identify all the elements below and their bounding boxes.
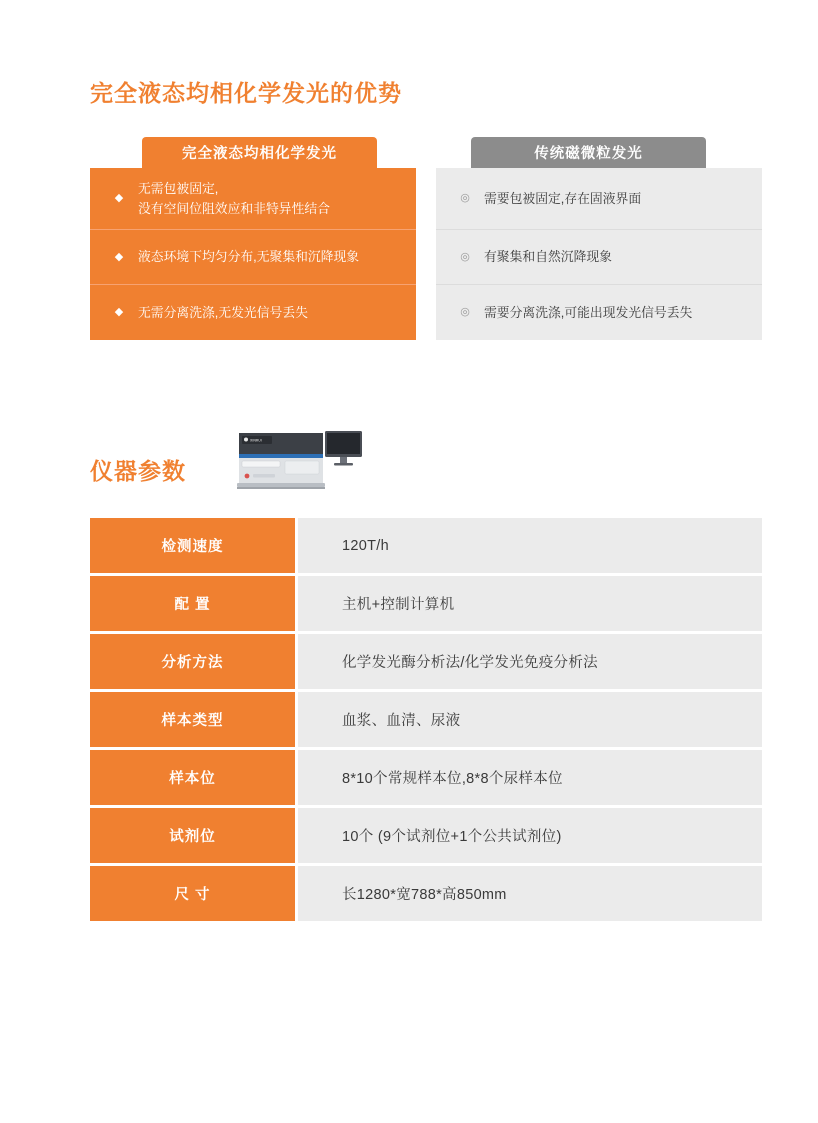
diamond-bullet-icon: ◆ <box>114 306 124 318</box>
cell-line: 有聚集和自然沉降现象 <box>484 249 612 265</box>
circle-bullet-icon: ◎ <box>460 192 470 204</box>
instrument-photo <box>233 427 364 492</box>
spec-key: 样本类型 <box>90 692 295 747</box>
page-title-parameters: 仪器参数 <box>90 458 186 484</box>
spec-key: 样本位 <box>90 750 295 805</box>
cell-line: 无需包被固定, <box>138 180 219 196</box>
specifications-table <box>90 515 762 924</box>
comparison-header-right: 传统磁微粒发光 <box>471 137 706 168</box>
spec-key: 试剂位 <box>90 808 295 863</box>
cell-text <box>138 303 308 323</box>
cell-text <box>138 247 359 267</box>
cell-line: 需要包被固定,存在固液界面 <box>484 190 642 206</box>
comparison-header-left: 完全液态均相化学发光 <box>142 137 377 168</box>
comparison-column-right <box>436 168 762 340</box>
spec-value: 血浆、血清、尿液 <box>298 692 762 747</box>
diamond-bullet-icon: ◆ <box>114 192 124 204</box>
spec-key: 分析方法 <box>90 634 295 689</box>
table-row <box>90 168 416 230</box>
spec-key: 检测速度 <box>90 518 295 573</box>
cell-line: 需要分离洗涤,可能出现发光信号丢失 <box>484 304 693 320</box>
comparison-columns <box>90 168 762 340</box>
circle-bullet-icon: ◎ <box>460 250 470 263</box>
spec-value: 主机+控制计算机 <box>298 576 762 631</box>
spec-value: 120T/h <box>298 518 762 573</box>
spec-key: 尺 寸 <box>90 866 295 921</box>
table-row <box>90 285 416 340</box>
table-row <box>90 634 762 689</box>
table-row <box>90 230 416 285</box>
spec-value: 化学发光酶分析法/化学发光免疫分析法 <box>298 634 762 689</box>
table-row <box>90 866 762 921</box>
spec-value: 长1280*宽788*高850mm <box>298 866 762 921</box>
table-row <box>90 518 762 573</box>
spec-key: 配 置 <box>90 576 295 631</box>
table-row <box>90 750 762 805</box>
table-row <box>90 808 762 863</box>
comparison-table <box>90 137 762 340</box>
table-row <box>436 285 762 340</box>
table-row <box>90 576 762 631</box>
cell-line: 没有空间位阻效应和非特异性结合 <box>138 200 330 216</box>
cell-line: 液态环境下均匀分布,无聚集和沉降现象 <box>138 249 360 265</box>
cell-text <box>484 303 692 323</box>
cell-text <box>138 179 330 219</box>
circle-bullet-icon: ◎ <box>460 306 470 318</box>
comparison-column-left <box>90 168 416 340</box>
spec-value: 10个 (9个试剂位+1个公共试剂位) <box>298 808 762 863</box>
page-title-advantage: 完全液态均相化学发光的优势 <box>90 80 402 106</box>
svg-text:XINRUI: XINRUI <box>250 438 262 443</box>
column-divider <box>416 168 436 340</box>
diamond-bullet-icon: ◆ <box>114 250 124 263</box>
cell-line: 无需分离洗涤,无发光信号丢失 <box>138 304 308 320</box>
cell-text <box>484 189 641 209</box>
table-row <box>436 168 762 230</box>
table-row <box>90 692 762 747</box>
table-row <box>436 230 762 285</box>
comparison-headers <box>90 137 762 168</box>
spec-value: 8*10个常规样本位,8*8个尿样本位 <box>298 750 762 805</box>
cell-text <box>484 247 612 267</box>
